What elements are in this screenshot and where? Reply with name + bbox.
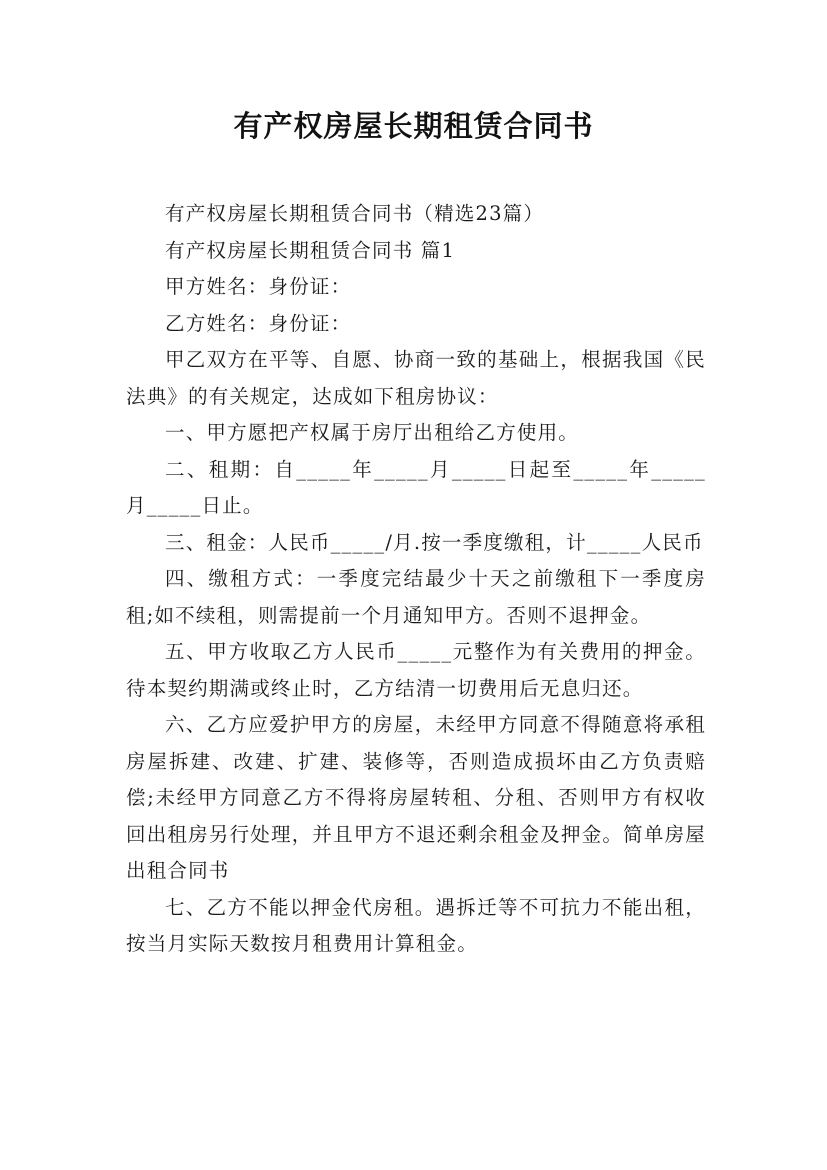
party-b-line: 乙方姓名：身份证： (165, 311, 352, 335)
paragraph-clause-6: 六、乙方应爱护甲方的房屋，未经甲方同意不得随意将承租房屋拆建、改建、扩建、装修等，否则造成损坏由乙方负责赔偿;未经甲方同意乙方不得将房屋转租、分租、否则甲方有权收回出租房另行处理，并且甲方不退还剩余租金及押金。简单房屋出租合同书 (126, 713, 706, 882)
paragraph-clause-2: 二、租期：自_____年_____月_____日起至_____年_____月_____日止。 (126, 457, 706, 517)
paragraph-preamble: 甲乙双方在平等、自愿、协商一致的基础上，根据我国《民法典》的有关规定，达成如下租房协议： (126, 348, 706, 408)
paragraph-clause-4: 四、缴租方式：一季度完结最少十天之前缴租下一季度房租;如不续租，则需提前一个月通知甲方。否则不退押金。 (126, 567, 706, 627)
paragraph-clause-7: 七、乙方不能以押金代房租。遇拆迁等不可抗力不能出租，按当月实际天数按月租费用计算租金。 (126, 895, 706, 955)
document-title: 有产权房屋长期租赁合同书 (233, 109, 594, 143)
paragraph-clause-3: 三、租金：人民币_____/月.按一季度缴租，计_____人民币 (165, 530, 704, 554)
paragraph-clause-5: 五、甲方收取乙方人民币_____元整作为有关费用的押金。待本契约期满或终止时，乙方结清一切费用后无息归还。 (126, 640, 706, 700)
paragraph-clause-1: 一、甲方愿把产权属于房厅出租给乙方使用。 (165, 421, 580, 444)
subtitle-line: 有产权房屋长期租赁合同书（精选23篇） (165, 202, 545, 225)
document-body (126, 196, 706, 963)
party-a-line: 甲方姓名：身份证： (165, 275, 352, 298)
section-heading: 有产权房屋长期租赁合同书 篇1 (165, 238, 456, 262)
